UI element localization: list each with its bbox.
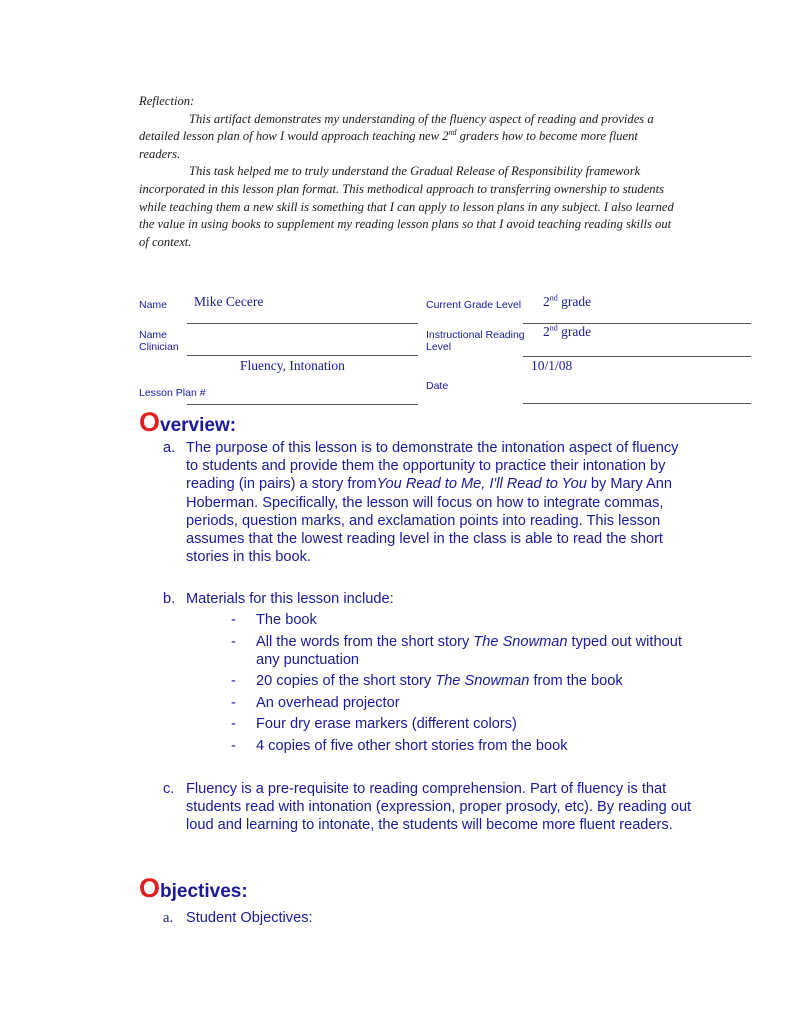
- list-item: - The book: [231, 612, 317, 628]
- list-item: - 4 copies of five other short stories from the book: [231, 737, 568, 754]
- reflection-paragraph-1: This artifact demonstrates my understanding of the fluency aspect of reading and provides a detailed lesson plan of how I would approach teaching new 2nd graders how to become more fluent readers.: [139, 111, 654, 161]
- overview-heading: Overview:: [139, 407, 237, 437]
- overview-item-a: a. The purpose of this lesson is to demonstrate the intonation aspect of fluency to students and provide them the opportunity to practice their intonation by reading (in pairs) a story fromYou Read to Me, I'll Read to You by Mary Ann Hoberman. Specifically, the lesson will focus on how to integrate commas, periods, question marks, and exclamation points into reading. This lesson assumes that the lowest reading level in the class is able to read the short stories in this book.: [163, 440, 679, 566]
- date-underline: [523, 403, 751, 404]
- lesson-plan-label: Lesson Plan #: [139, 387, 206, 399]
- date-label: Date: [426, 380, 449, 392]
- list-item: - 20 copies of the short story The Snowman from the book: [231, 673, 623, 690]
- objectives-item-a: a. Student Objectives:: [163, 910, 313, 926]
- date-value: 10/1/08: [531, 358, 573, 373]
- name-value: Mike Cecere: [194, 294, 264, 309]
- name-label: Name: [139, 299, 168, 311]
- list-item: - All the words from the short story The Snowman typed out without any punctuation: [231, 633, 682, 668]
- instructional-level-underline: [523, 356, 751, 357]
- instructional-level-value: 2nd grade: [543, 323, 592, 339]
- instructional-level-label-1: Instructional Reading: [426, 329, 525, 341]
- list-item: - Four dry erase markers (different colors): [231, 716, 517, 733]
- overview-item-b: b. Materials for this lesson include:: [163, 591, 394, 607]
- reflection-section: [139, 93, 679, 251]
- reflection-label: Reflection:: [139, 94, 195, 108]
- instructional-level-label-2: Level: [426, 341, 452, 353]
- clinician-underline: [187, 355, 418, 356]
- list-item: - An overhead projector: [231, 694, 400, 711]
- materials-list: [231, 611, 691, 758]
- clinician-label-2: Clinician: [139, 341, 179, 353]
- current-grade-value: 2nd grade: [543, 293, 592, 309]
- current-grade-label: Current Grade Level: [426, 299, 522, 311]
- book-title: You Read to Me, I'll Read to You: [376, 476, 587, 493]
- clinician-label-1: Name: [139, 329, 168, 341]
- name-underline: [187, 323, 418, 324]
- lesson-plan-underline: [187, 404, 418, 405]
- overview-item-c: c. Fluency is a pre-requisite to reading comprehension. Part of fluency is that students read with intonation (expression, proper prosody, etc). By reading out loud and learning to intonate, the students will become more fluent readers.: [163, 781, 692, 834]
- reflection-paragraph-2: This task helped me to truly understand the Gradual Release of Responsibility framework incorporated in this lesson plan format. This methodical approach to transferring ownership to students while teaching them a new skill is something that I can apply to lesson plans in any subject. I also learned the value in using books to supplement my reading lesson plans so that I avoid teaching reading skills out of context.: [139, 164, 674, 249]
- objectives-heading: Objectives:: [139, 873, 248, 903]
- lesson-topic-value: Fluency, Intonation: [240, 358, 345, 373]
